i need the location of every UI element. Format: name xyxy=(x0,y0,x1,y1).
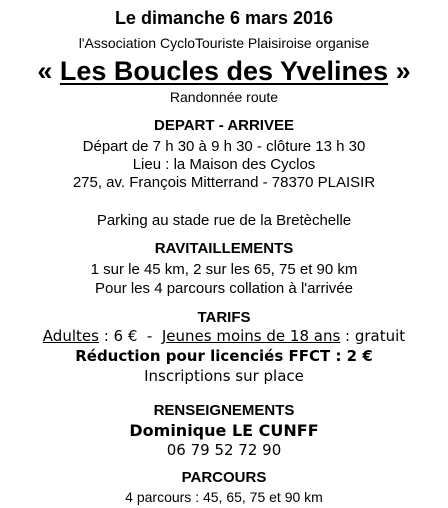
quote-open: « xyxy=(37,56,53,86)
depart-place: Lieu : la Maison des Cyclos xyxy=(132,156,316,173)
event-date: Le dimanche 6 mars 2016 xyxy=(114,8,334,28)
depart-address: 275, av. François Mitterrand - 78370 PLAISIR xyxy=(72,174,376,191)
quote-close: » xyxy=(395,56,411,86)
adults-price: : 6 € - xyxy=(98,327,162,345)
organizer-line: l'Association CycloTouriste Plaisiroise organise xyxy=(78,35,370,51)
tarifs-prices xyxy=(0,329,448,344)
parcours-heading: PARCOURS xyxy=(181,469,267,486)
depart-schedule: Départ de 7 h 30 à 9 h 30 - clôture 13 h 30 xyxy=(82,138,366,155)
contact-phone: 06 79 52 72 90 xyxy=(166,441,282,459)
youth-label: Jeunes moins de 18 ans xyxy=(161,327,341,345)
youth-price: : gratuit xyxy=(340,327,406,345)
reduction-line: Réduction pour licenciés FFCT : 2 € xyxy=(75,347,373,365)
event-name: Les Boucles des Yvelines xyxy=(59,56,389,86)
contact-name: Dominique LE CUNFF xyxy=(129,421,319,440)
event-title xyxy=(0,58,448,85)
ravitaillements-heading: RAVITAILLEMENTS xyxy=(154,240,294,257)
adults-label: Adultes xyxy=(42,327,99,345)
ravitaillements-line2: Pour les 4 parcours collation à l'arrivée xyxy=(95,280,353,297)
parking-info: Parking au stade rue de la Bretèchelle xyxy=(96,212,352,229)
tarifs-heading: TARIFS xyxy=(197,309,251,326)
inscriptions-line: Inscriptions sur place xyxy=(144,367,304,385)
parcours-routes: 4 parcours : 45, 65, 75 et 90 km xyxy=(125,489,323,505)
event-type: Randonnée route xyxy=(169,89,279,105)
renseignements-heading: RENSEIGNEMENTS xyxy=(153,402,295,419)
depart-heading: DEPART - ARRIVEE xyxy=(153,117,294,134)
ravitaillements-line1: 1 sur le 45 km, 2 sur les 65, 75 et 90 km xyxy=(90,261,358,278)
